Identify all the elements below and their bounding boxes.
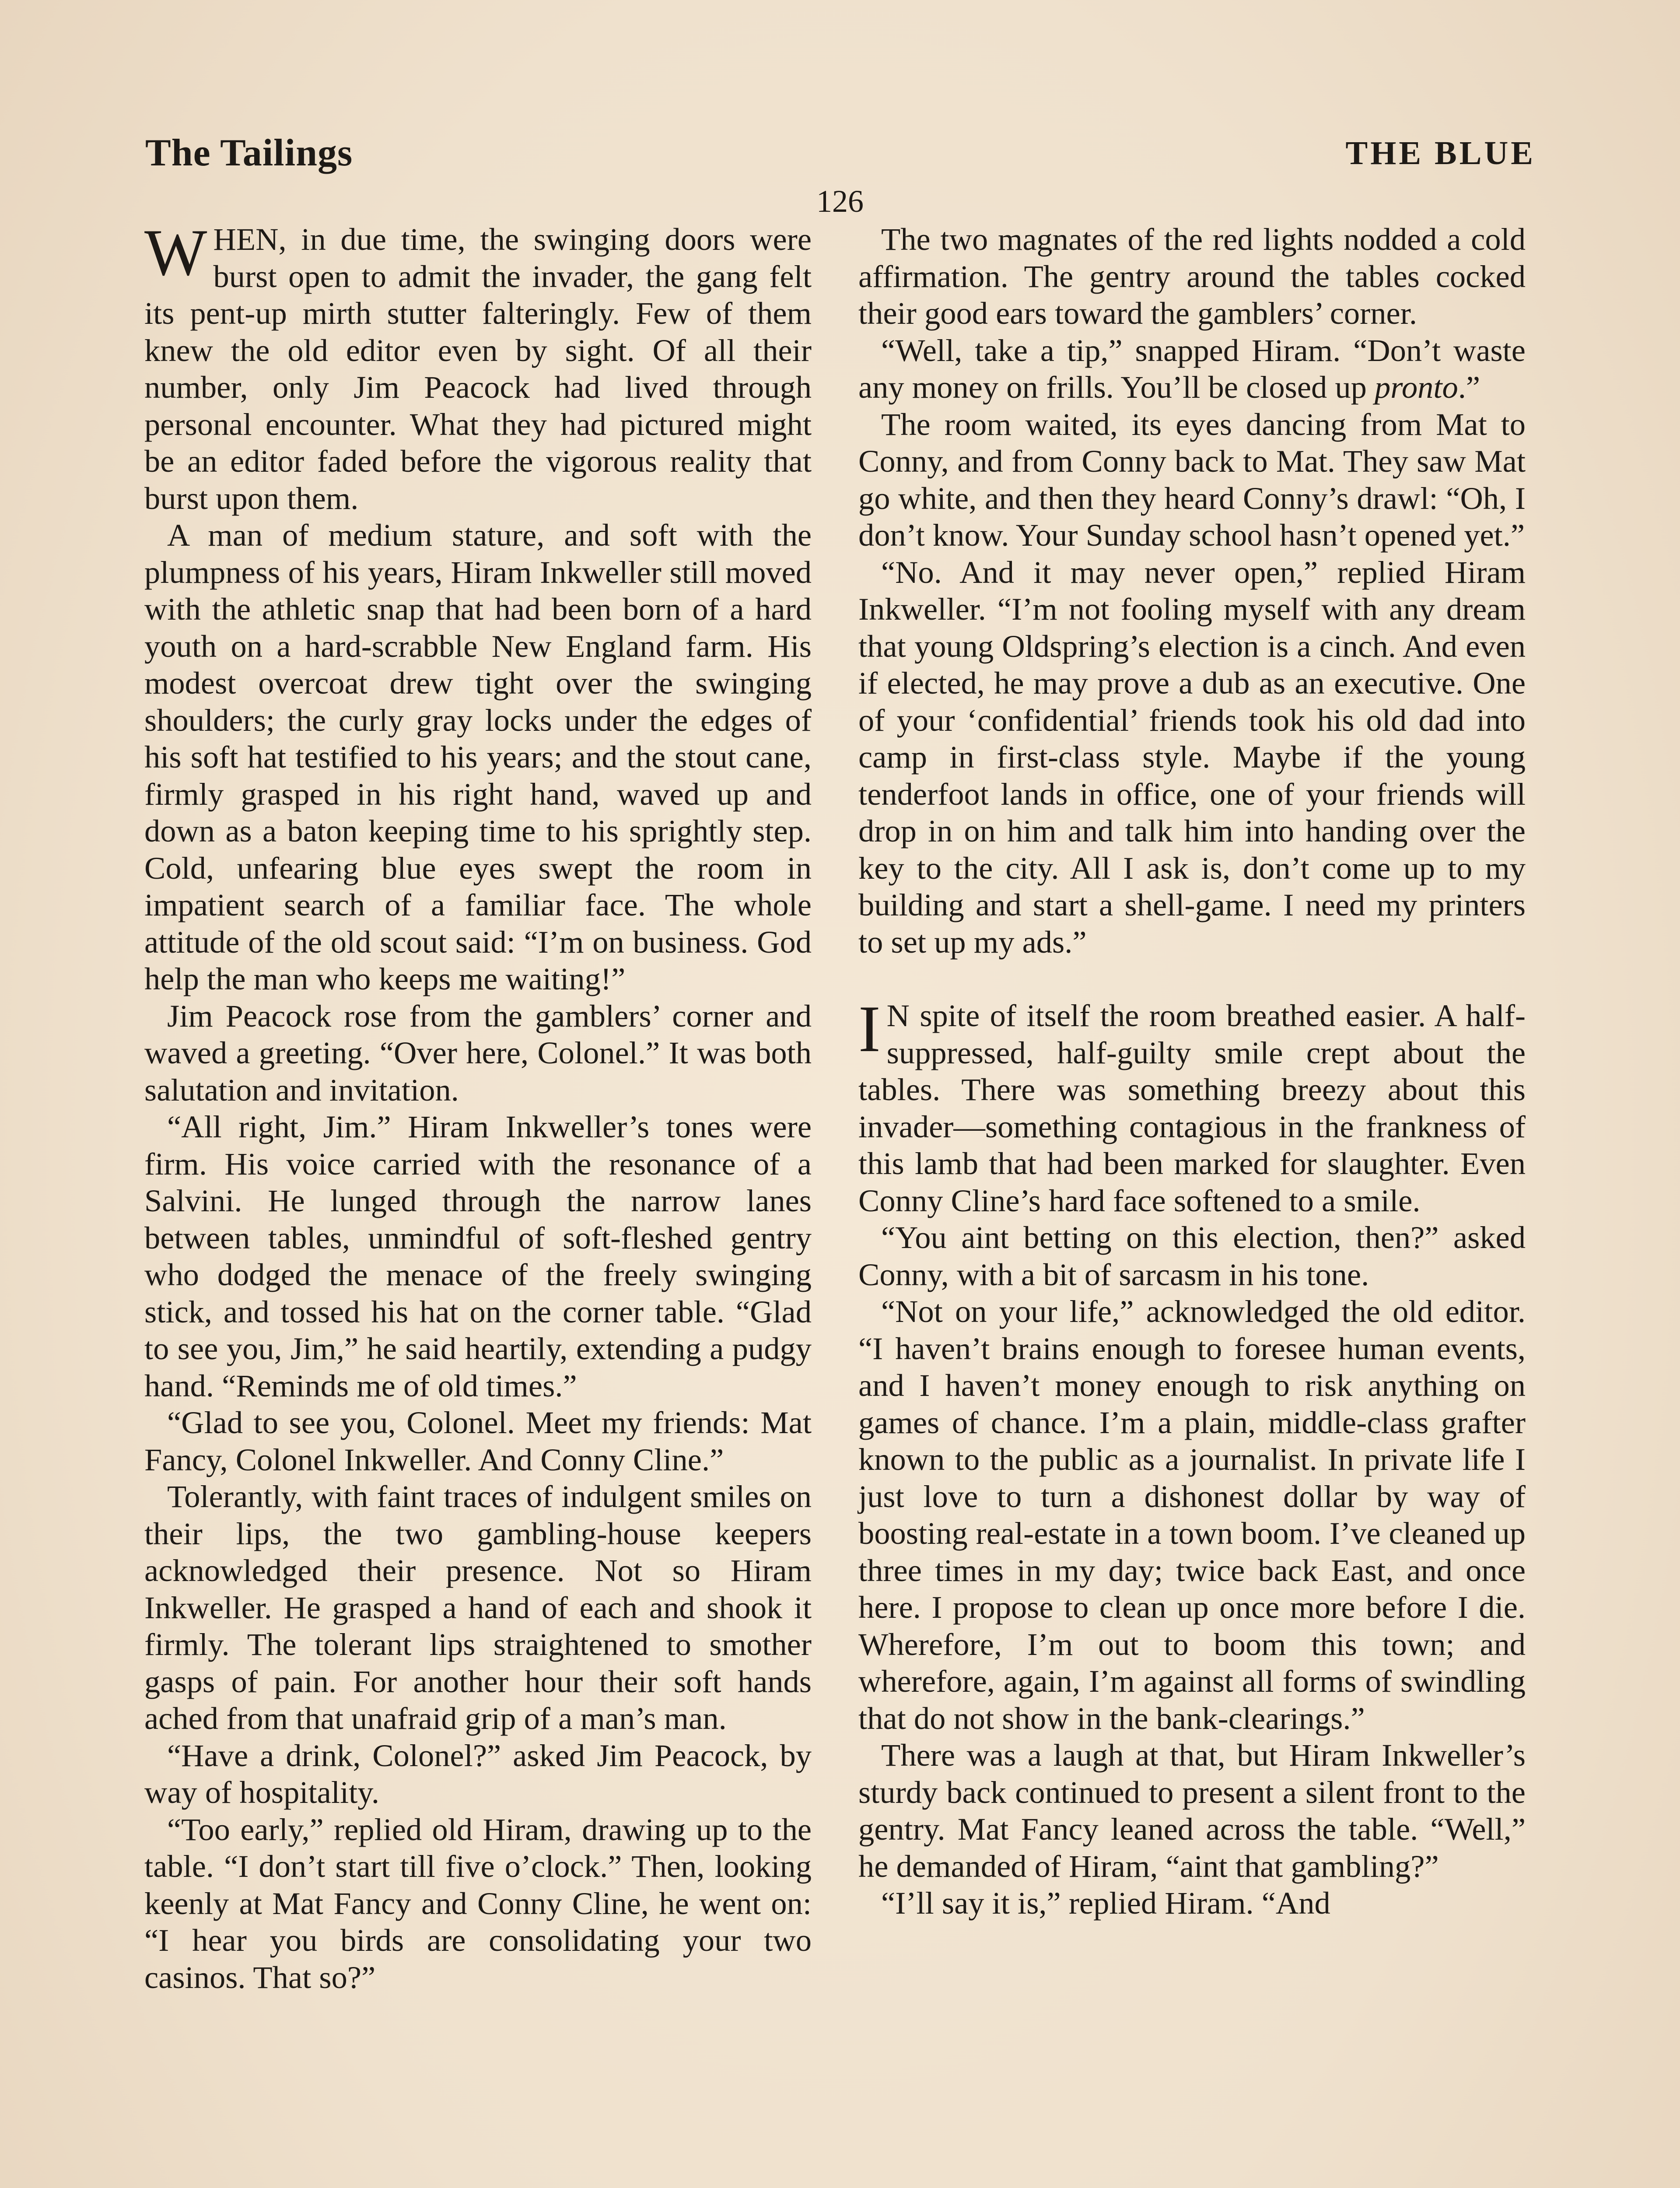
paragraph: “All right, Jim.” Hiram Inkweller’s tones were firm. His voice carried with the resonance of a Salvini. He lunged through the narrow lanes between tables, unmindful of soft-fleshed gentry who dodged the menace of the freely swinging stick, and tossed his hat on the corner table. “Glad to see you, Jim,” he said heartily, extending a pudgy hand. “Reminds me of old times.”	[144, 1109, 812, 1403]
drop-cap: W	[144, 216, 207, 289]
paragraph	[858, 332, 1526, 406]
paragraph: “Glad to see you, Colonel. Meet my friends: Mat Fancy, Colonel Inkweller. And Conny Cline.”	[144, 1405, 812, 1477]
paragraph: Tolerantly, with faint traces of indulgent smiles on their lips, the two gambling-house keepers acknowledged their presence. Not so Hiram Inkweller. He grasped a hand of each and shook it firmly. The tolerant lips straightened to smother gasps of pain. For another hour their soft hands ached from that unafraid grip of a man’s man.	[144, 1479, 812, 1736]
paragraph-text: “Well, take a tip,” snapped Hiram. “Don’t waste any money on frills. You’ll be closed up	[858, 332, 1526, 405]
paragraph: “I’ll say it is,” replied Hiram. “And	[881, 1885, 1330, 1921]
paragraph: Jim Peacock rose from the gamblers’ corner and waved a greeting. “Over here, Colonel.” It was both salutation and invitation.	[144, 998, 812, 1108]
paragraph: The two magnates of the red lights nodded a cold affirmation. The gentry around the tables cocked their good ears toward the gamblers’ corner.	[858, 221, 1526, 331]
paragraph: The room waited, its eyes dancing from Mat to Conny, and from Conny back to Mat. They saw Mat go white, and then they heard Conny’s drawl: “Oh, I don’t know. Your Sunday school hasn’t opened yet.”	[858, 406, 1526, 553]
page-number: 126	[816, 184, 864, 219]
paragraph: “Have a drink, Colonel?” asked Jim Peacock, by way of hospitality.	[144, 1737, 812, 1810]
paragraph-text: N spite of itself the room breathed easier. A half-suppressed, half-guilty smile crept about the tables. There was something breezy about this invader—something contagious in the frankness of this lamb that had been marked for slaughter. Even Conny Cline’s hard face softened to a smile.	[858, 998, 1526, 1218]
paragraph: A man of medium stature, and soft with the plumpness of his years, Hiram Inkweller still moved with the athletic snap that had been born of a hard youth on a hard-scrabble New England farm. His modest overcoat drew tight over the swinging shoulders; the curly gray locks under the edges of his soft hat testified to his years; and the stout cane, firmly grasped in his right hand, waved up and down as a baton keeping time to his sprightly step. Cold, unfearing blue eyes swept the room in impatient search of a familiar face. The whole attitude of the old scout said: “I’m on business. God help the man who keeps me waiting!”	[144, 517, 812, 996]
left-column	[144, 216, 812, 1996]
paragraph: There was a laugh at that, but Hiram Inkweller’s sturdy back continued to present a silent front to the gentry. Mat Fancy leaned across the table. “Well,” he demanded of Hiram, “aint that gambling?”	[858, 1737, 1526, 1884]
right-column	[858, 221, 1526, 1922]
paragraph: “Not on your life,” acknowledged the old editor. “I haven’t brains enough to foresee human events, and I haven’t money enough to risk anything on games of chance. I’m a plain, middle-class grafter known to the public as a journalist. In private life I just love to turn a dishonest dollar by way of boosting real-estate in a town boom. I’ve cleaned up three times in my day; twice back East, and once here. I propose to clean up once more before I die. Wherefore, I’m out to boom this town; and wherefore, again, I’m against all forms of swindling that do not show in the bank-clearings.”	[858, 1294, 1526, 1736]
italic-word: pronto	[1375, 369, 1458, 405]
paragraph: “You aint betting on this election, then?” asked Conny, with a bit of sarcasm in his tone.	[858, 1220, 1526, 1292]
section-title: The Tailings	[145, 132, 353, 174]
paragraph-text: HEN, in due time, the swinging doors were burst open to admit the invader, the gang felt its pent-up mirth stutter falteringly. Few of them knew the old editor even by sight. Of all their number, only Jim Peacock had lived through personal encounter. What they had pictured might be an editor faded before the vigorous reality that burst upon them.	[144, 221, 812, 516]
paragraph: “No. And it may never open,” replied Hiram Inkweller. “I’m not fooling myself with any dream that young Oldspring’s election is a cinch. And even if elected, he may prove a dub as an executive. One of your ‘confidential’ friends took his old dad into camp in first-class style. Maybe if the young tenderfoot lands in office, one of your friends will drop in on him and talk him into handing over the key to the city. All I ask is, don’t come up to my building and start a shell-game. I need my printers to set up my ads.”	[858, 554, 1526, 960]
paragraph-text: .”	[1458, 369, 1480, 405]
paragraph-opening	[144, 216, 812, 517]
magazine-title: THE BLUE	[1345, 135, 1536, 172]
paragraph-section-opening	[858, 992, 1526, 1219]
drop-cap: I	[858, 992, 881, 1066]
paragraph: “Too early,” replied old Hiram, drawing up to the table. “I don’t start till five o’clock.” Then, looking keenly at Mat Fancy and Conny Cline, he went on: “I hear you birds are consolidating your two casinos. That so?”	[144, 1811, 812, 1995]
